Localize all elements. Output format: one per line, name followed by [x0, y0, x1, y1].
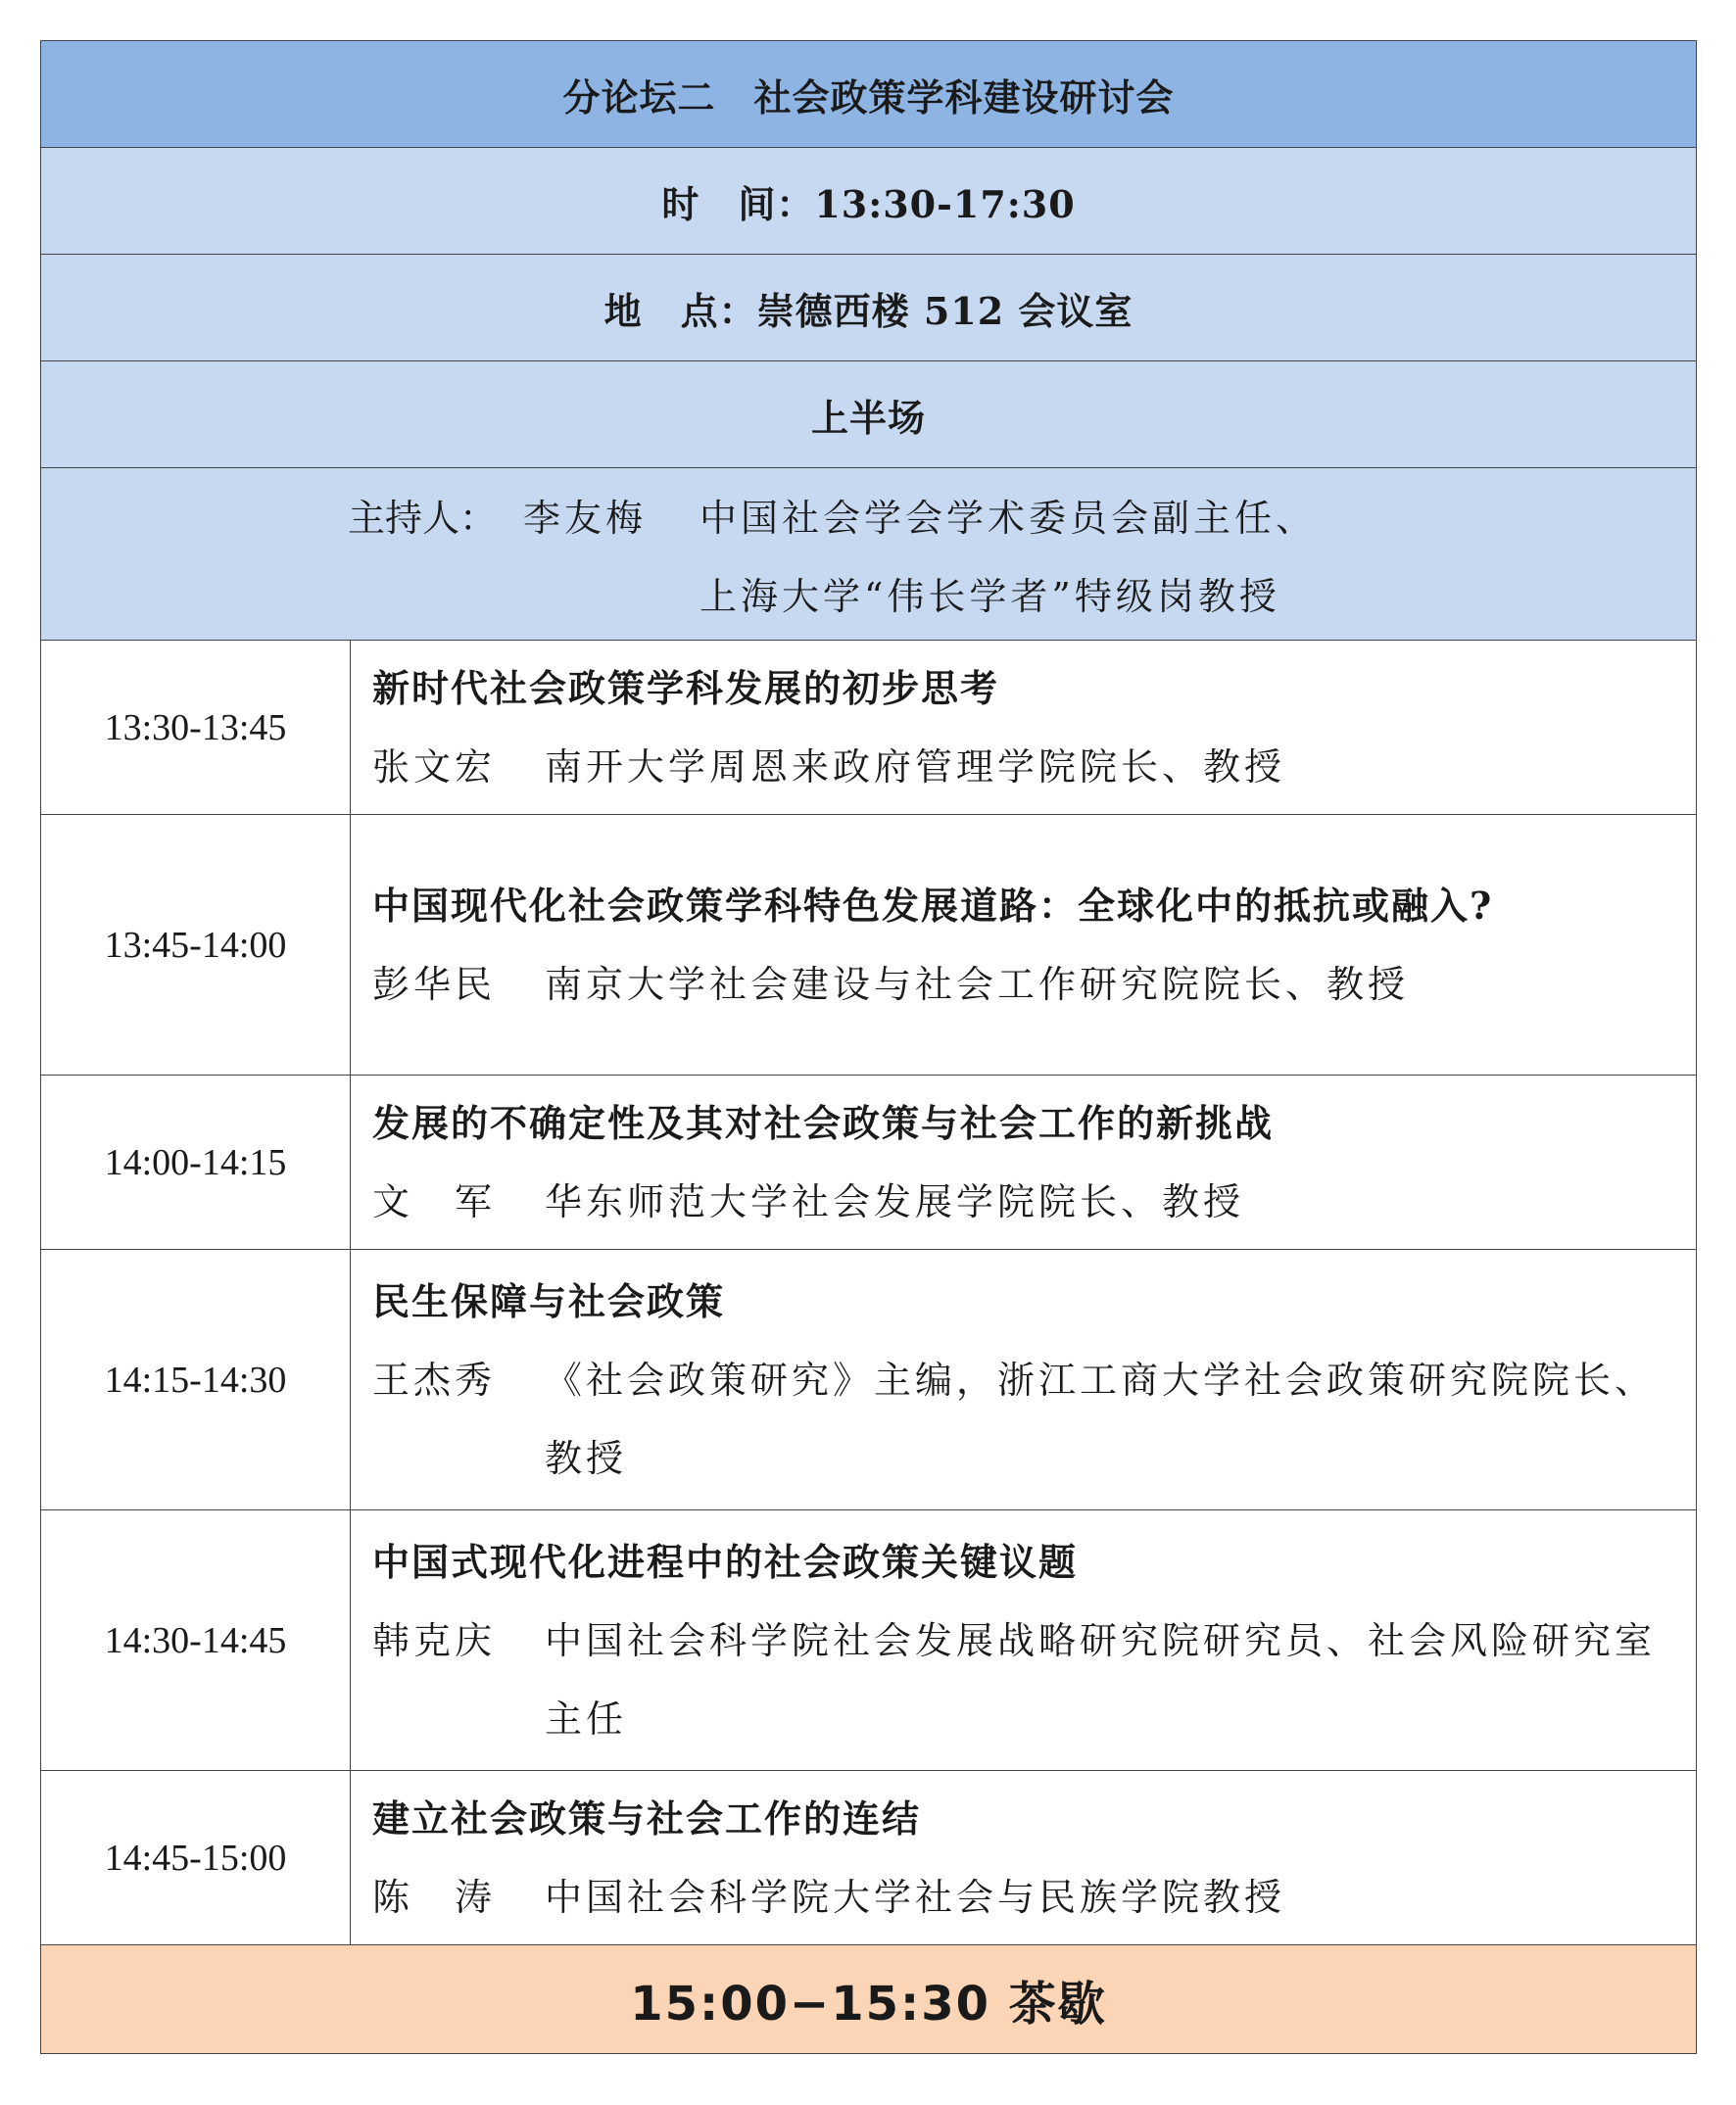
speaker-name: 文 军 — [372, 1179, 497, 1223]
talk-time: 14:30-14:45 — [41, 1510, 351, 1771]
talk-time: 14:15-14:30 — [41, 1250, 351, 1510]
talk-topic: 中国式现代化进程中的社会政策关键议题 — [372, 1539, 1079, 1584]
talk-topic: 发展的不确定性及其对社会政策与社会工作的新挑战 — [372, 1100, 1275, 1145]
talk-row — [41, 641, 1697, 815]
talk-topic: 民生保障与社会政策 — [372, 1278, 726, 1323]
speaker-affiliation: 南开大学周恩来政府管理学院院长、教授 — [545, 744, 1286, 789]
schedule-table — [40, 40, 1697, 2054]
host-label: 主持人： — [348, 497, 498, 540]
speaker-affiliation: 华东师范大学社会发展学院院长、教授 — [545, 1179, 1245, 1223]
speaker-name: 王杰秀 — [372, 1358, 497, 1402]
speaker-name: 韩克庆 — [372, 1618, 497, 1662]
tea-break: 15:00−15:30 茶歇 — [41, 1945, 1697, 2054]
talk-row — [41, 815, 1697, 1076]
talk-row — [41, 1250, 1697, 1510]
talk-topic: 中国现代化社会政策学科特色发展道路：全球化中的抵抗或融入? — [372, 883, 1494, 928]
host-name: 李友梅 — [523, 497, 648, 540]
speaker-affiliation: 中国社会科学院大学社会与民族学院教授 — [545, 1875, 1286, 1919]
forum-time: 时 间：13:30-17:30 — [41, 148, 1697, 255]
talk-time: 13:30-13:45 — [41, 641, 351, 815]
talk-topic: 新时代社会政策学科发展的初步思考 — [372, 665, 1000, 710]
forum-venue: 地 点：崇德西楼 512 会议室 — [41, 255, 1697, 361]
talk-time: 13:45-14:00 — [41, 815, 351, 1076]
host-info — [41, 468, 1697, 641]
host-title-line2: 上海大学“伟长学者”特级岗教授 — [699, 575, 1280, 618]
talk-time: 14:45-15:00 — [41, 1771, 351, 1945]
speaker-name: 陈 涛 — [372, 1875, 497, 1919]
session-label: 上半场 — [41, 361, 1697, 468]
talk-time: 14:00-14:15 — [41, 1076, 351, 1250]
talk-topic: 建立社会政策与社会工作的连结 — [372, 1795, 922, 1841]
talk-row — [41, 1076, 1697, 1250]
talk-detail — [351, 641, 1697, 815]
talk-detail — [351, 1076, 1697, 1250]
talk-row — [41, 1510, 1697, 1771]
talk-detail — [351, 815, 1697, 1076]
speaker-affiliation: 《社会政策研究》主编，浙江工商大学社会政策研究院院长、教授 — [545, 1358, 1657, 1480]
speaker-name: 彭华民 — [372, 962, 497, 1006]
speaker-affiliation: 中国社会科学院社会发展战略研究院研究员、社会风险研究室主任 — [545, 1618, 1657, 1741]
talk-detail — [351, 1510, 1697, 1771]
talk-detail — [351, 1771, 1697, 1945]
talk-row — [41, 1771, 1697, 1945]
speaker-name: 张文宏 — [372, 744, 497, 789]
host-title-line1: 中国社会学会学术委员会副主任、 — [699, 497, 1318, 540]
talk-detail — [351, 1250, 1697, 1510]
forum-title: 分论坛二 社会政策学科建设研讨会 — [41, 41, 1697, 148]
speaker-affiliation: 南京大学社会建设与社会工作研究院院长、教授 — [545, 962, 1410, 1006]
